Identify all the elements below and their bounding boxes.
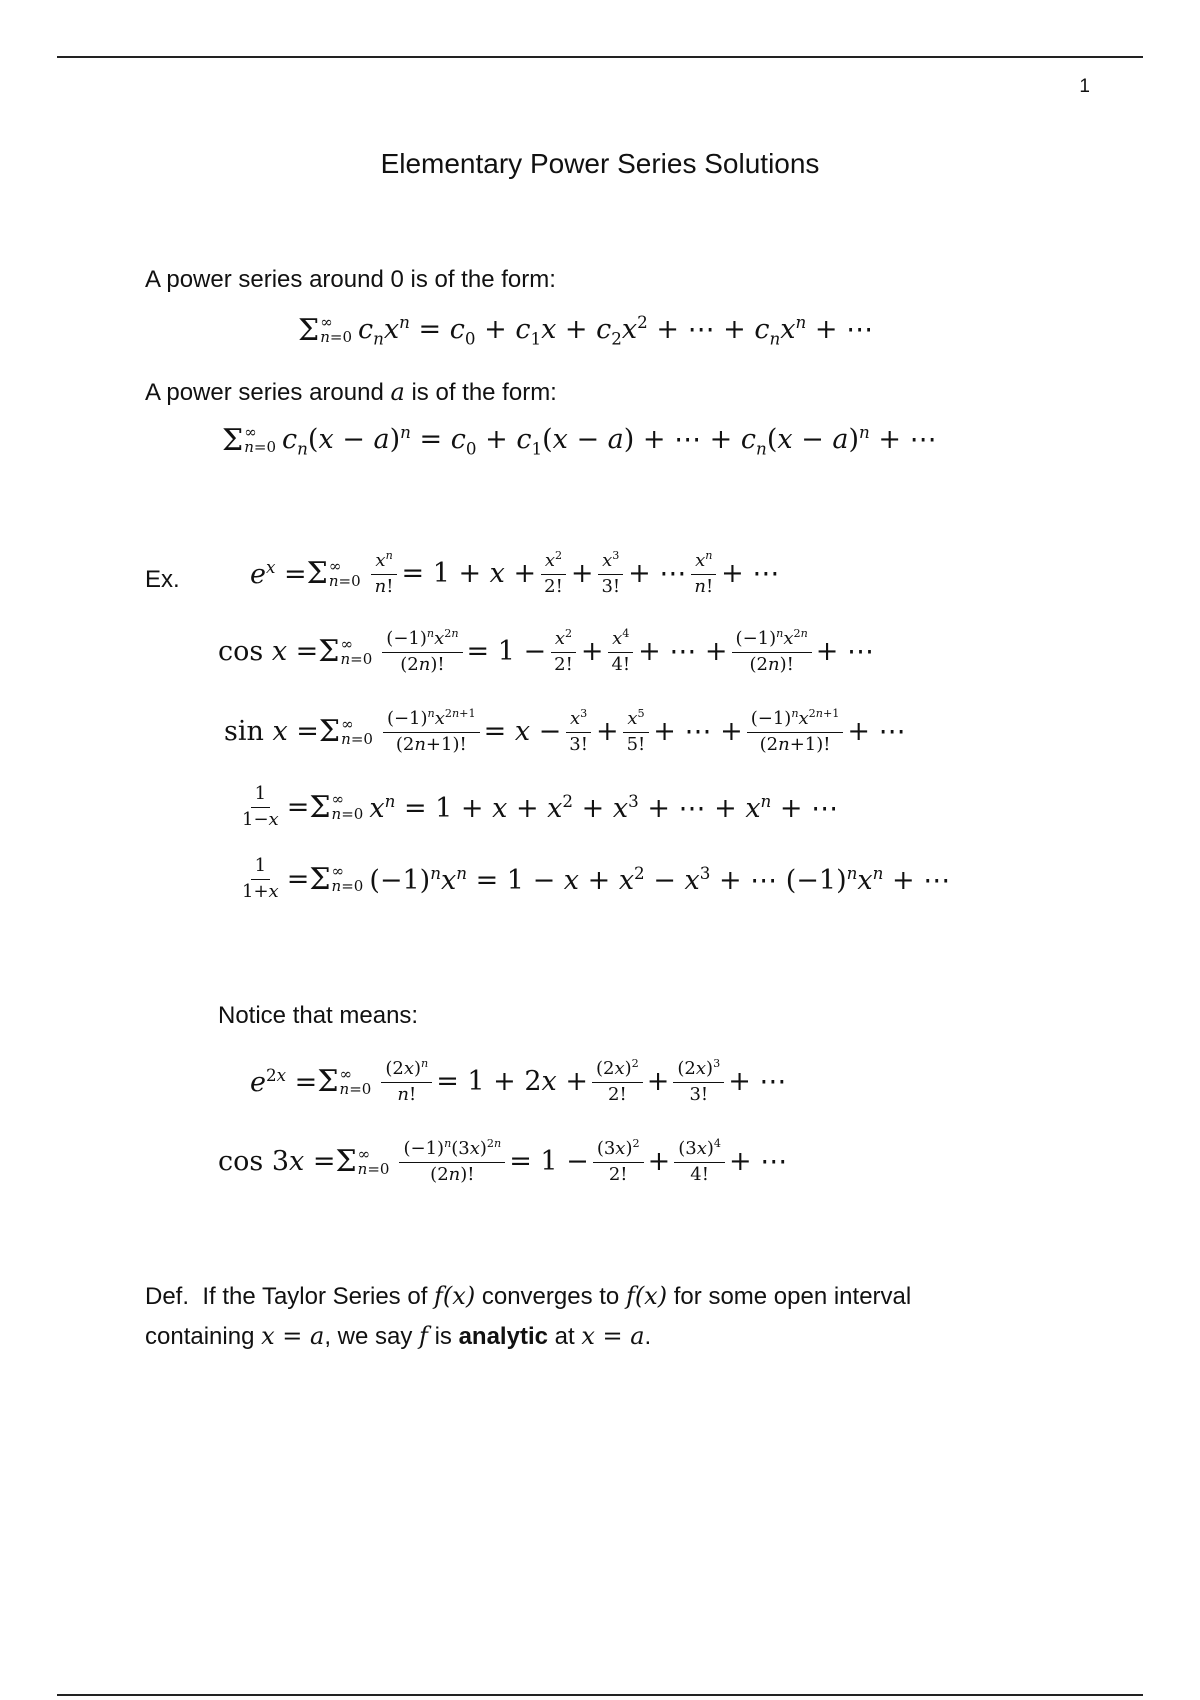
bottom-rule bbox=[57, 1694, 1143, 1696]
power-series-zero-equation: Σ ∞ n=0 $c_nx^n = c_0 + c_1x + c_2x^2$ + ⋯ + $c_nx^n$ + ⋯ bbox=[298, 312, 874, 349]
page-title: Elementary Power Series Solutions bbox=[380, 148, 820, 179]
cos-series-equation: cos x = Σ ∞ n=0 $\frac{(-1)^nx^{2n}}{(2n)!}$ = 1 − $\frac{x^2}{2!}$ + $\frac{x^4}{4!}$ + ⋯ + $\frac{(-1)^nx^{2n}}{(2n)!}$ + ⋯ bbox=[218, 627, 874, 675]
geometric-series-equation: $\frac{1}{1-x}$ = Σ ∞ n=0 $x^n = 1 + x + x^2 + x^3$ + ⋯ + $x^n$ + ⋯ bbox=[242, 783, 839, 830]
definition-line-2: containing x = a, we say f is analytic at x = a. bbox=[145, 1322, 652, 1350]
exp-series-equation: $e^x$ = Σ ∞ n=0 $\frac{x^n}{n!}$ = 1 + x + $\frac{x^2}{2!}$ + $\frac{x^3}{3!}$ + ⋯ $\frac{x^n}{n!}$ + ⋯ bbox=[250, 549, 780, 597]
intro-a-text: A power series around a is of the form: bbox=[145, 378, 557, 406]
notice-text: Notice that means: bbox=[218, 1002, 419, 1029]
exp-2x-series-equation: $e^{2x}$ = Σ ∞ n=0 $\frac{(2x)^n}{n!}$ = 1 + 2x + $\frac{(2x)^2}{2!}$ + $\frac{(2x)^3}{3!}$ + ⋯ bbox=[250, 1057, 787, 1105]
top-rule bbox=[57, 56, 1143, 58]
example-label: Ex. bbox=[145, 566, 180, 593]
analytic-term: analytic bbox=[458, 1323, 548, 1350]
cos-3x-series-equation: cos 3x = Σ ∞ n=0 $\frac{(-1)^n(3x)^{2n}}{(2n)!}$ = 1 − $\frac{(3x)^2}{2!}$ + $\frac{(3x)^4}{4!}$ + ⋯ bbox=[218, 1137, 788, 1185]
sin-series-equation: sin x = Σ ∞ n=0 $\frac{(-1)^nx^{2n+1}}{(2n+1)!}$ = x − $\frac{x^3}{3!}$ + $\frac{x^5}{5!}$ + ⋯ + $\frac{(-1)^nx^{2n+1}}{(2n+1)!}$ + ⋯ bbox=[224, 707, 906, 755]
power-series-a-equation: Σ ∞ n=0 $c_n(x - a)^n = c_0 + c_1(x - a)$ + ⋯ + $c_n(x - a)^n$ + ⋯ bbox=[222, 422, 937, 459]
definition-line-1: Def. If the Taylor Series of f(x) converges to f(x) for some open interval bbox=[145, 1282, 912, 1310]
page-number: 1 bbox=[1079, 76, 1090, 97]
alternating-geometric-series-equation: $\frac{1}{1+x}$ = Σ ∞ n=0 $(-1)^nx^n = 1 - x + x^2 - x^3$ + ⋯ $(-1)^nx^n$ + ⋯ bbox=[242, 855, 951, 902]
definition-label: Def. bbox=[145, 1283, 190, 1310]
intro-zero-text: A power series around 0 is of the form: bbox=[145, 266, 556, 293]
